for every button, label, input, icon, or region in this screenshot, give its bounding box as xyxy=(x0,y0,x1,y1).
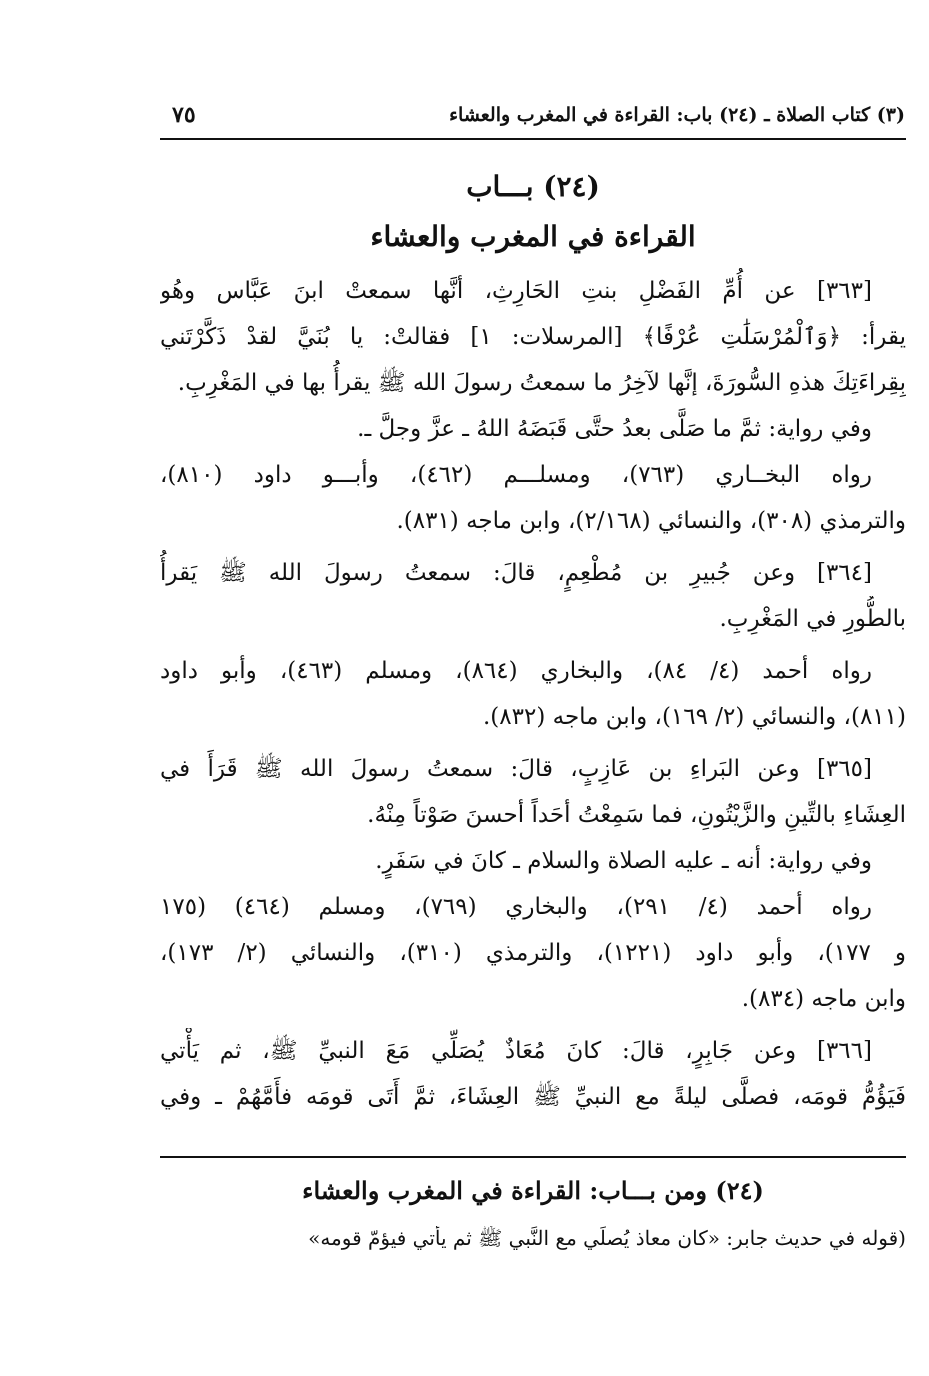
text-line: بالطُّورِ في المَغْرِبِ. xyxy=(719,606,906,632)
page-number: ٧٥ xyxy=(172,102,196,128)
text-line: وفي رواية: ثمَّ ما صَلَّى بعدُ حتَّى قَبَضَهُ اللهُ ـ عزَّ وجلَّ ـ. xyxy=(357,416,872,442)
running-header xyxy=(160,98,905,138)
text-line: وفي رواية: أنه ـ عليه الصلاة والسلام ـ كانَ في سَفَرٍ. xyxy=(375,848,872,874)
text-line: والترمذي (٣٠٨)، والنسائي (٢/١٦٨)، وابن ماجه (٨٣١). xyxy=(396,508,906,534)
footnote-title: (٢٤) ومن بـــاب: القراءة في المغرب والعشاء xyxy=(302,1176,764,1205)
text-line: [٣٦٥] وعن البَراءِ بن عَازِبٍ، قالَ: سمعتُ رسولَ الله ﷺ قَرَأَ في xyxy=(160,756,872,782)
text-line: وابن ماجه (٨٣٤). xyxy=(741,986,906,1012)
body-text xyxy=(160,268,906,1120)
text-line: بِقِراءَتِكَ هذهِ السُّورَةَ، إنَّها لآخِرُ ما سمعتُ رسولَ الله ﷺ يقرأُ بها في المَغْرِبِ. xyxy=(177,370,906,396)
text-line: يقرأ: ﴿وَٱلْمُرْسَلَٰتِ عُرْفًا﴾ [المرسلات: ١] فقالتْ: يا بُنَيَّ لقدْ ذَكَّرْتَني xyxy=(160,324,906,350)
text-line: رواه البخــاري (٧٦٣)، ومسلـــم (٤٦٢)، وأبـــو داود (٨١٠)، xyxy=(160,462,872,488)
text-line: رواه أحمد (٤/ ٨٤)، والبخاري (٨٦٤)، ومسلم (٤٦٣)، وأبو داود xyxy=(160,658,873,684)
chapter-number: (٢٤) بـــاب xyxy=(466,170,600,203)
footnote-divider xyxy=(160,1156,906,1158)
text-line: رواه أحمد (٤/ ٢٩١)، والبخاري (٧٦٩)، ومسلم (٤٦٤) (١٧٥ xyxy=(160,894,872,920)
text-line: العِشَاءِ بالتِّينِ والزَّيْتُونِ، فما سَمِعْتُ أحَداً أحسنَ صَوْتاً مِنْهُ. xyxy=(367,802,906,828)
header-divider xyxy=(160,138,906,140)
chapter-title: القراءة في المغرب والعشاء xyxy=(370,220,696,253)
footnote-text: (قوله في حديث جابر: «كان معاذ يُصلِّي مع النَّبي ﷺ ثم يأتي فيؤمّ قومه» xyxy=(308,1226,906,1250)
text-line: فَيَؤُمُّ قومَه، فصلَّى ليلةً مع النبيِّ ﷺ العِشَاءَ، ثمَّ أَتَى قومَه فأَمَّهُمْ ـ وفي xyxy=(160,1084,906,1110)
text-line: و ١٧٧)، وأبو داود (١٢٢١)، والترمذي (٣١٠)، والنسائي (٢/ ١٧٣)، xyxy=(160,940,906,966)
text-line: [٣٦٤] وعن جُبيرِ بن مُطْعِمٍ، قالَ: سمعتُ رسولَ الله ﷺ يَقرأُ xyxy=(160,560,872,586)
text-line: [٣٦٦] وعن جَابِرٍ، قالَ: كانَ مُعَاذٌ يُصَلِّي مَعَ النبيِّ ﷺ، ثم يَأْتي xyxy=(160,1038,872,1064)
text-line: (٨١١)، والنسائي (٢/ ١٦٩)، وابن ماجه (٨٣٢). xyxy=(482,704,906,730)
text-line: [٣٦٣] عن أُمِّ الفَضْلِ بنتِ الحَارِثِ، أنَّها سمعتْ ابنَ عَبَّاس وهُو xyxy=(160,278,872,304)
header-title: (٣) كتاب الصلاة ـ (٢٤) باب: القراءة في المغرب والعشاء xyxy=(449,104,905,126)
